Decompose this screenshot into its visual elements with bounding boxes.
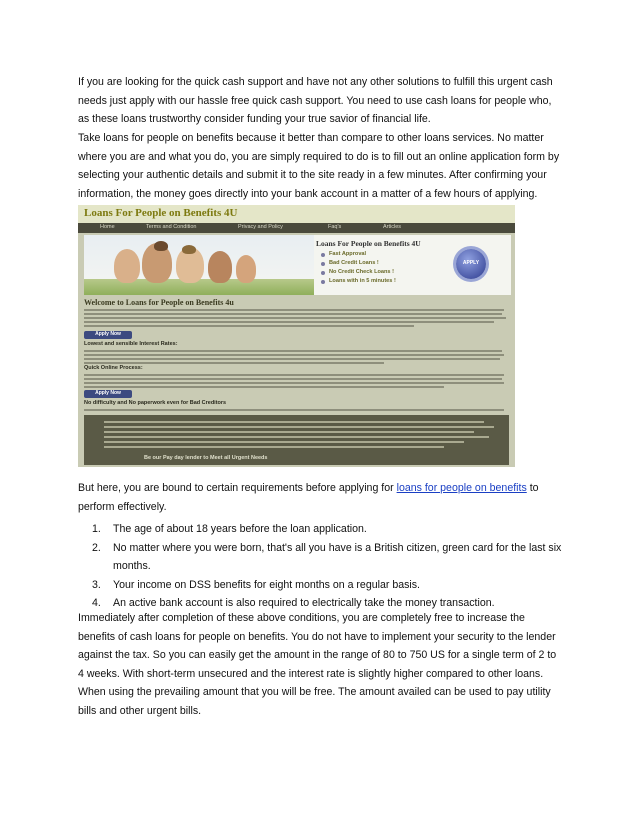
site-title: Loans For People on Benefits 4U: [84, 207, 238, 219]
list-item: 3. Your income on DSS benefits for eight months on a regular basis.: [92, 578, 421, 591]
site-nav: [78, 223, 515, 233]
site-footer-tagline: Be our Pay day lender to Meet all Urgent Needs: [144, 455, 268, 461]
hero-bullet-4: Loans with in 5 minutes !: [329, 278, 396, 284]
site-apply-button-2: Apply Now: [84, 390, 132, 398]
site-apply-button-1: Apply Now: [84, 331, 132, 339]
hero-box-title: Loans For People on Benefits 4U: [316, 239, 421, 248]
site-nav-home: Home: [100, 224, 115, 230]
paragraph-conclusion: Immediately after completion of these above conditions, you are completely free to increase the benefits of cash loans for people on benefits. You do not have to implement your security to the lender against the tax. So you can easily get the amount in the range of 80 to 750 US for a single term of 2 to 4 weeks. With short-term unsecured and the interest rate is slightly higher compared to other loans. When using the prevailing amount that you will be free. The amount availed can be used to pay utility bills and other urgent bills.: [78, 612, 557, 717]
list-item: 1. The age of about 18 years before the loan application.: [92, 523, 367, 535]
hero-bullet-2: Bad Credit Loans !: [329, 260, 379, 266]
paragraph-requirements-intro: But here, you are bound to certain requirements before applying for loans for people on benefits to perform effectively.: [78, 482, 539, 513]
loans-for-people-on-benefits-link[interactable]: loans for people on benefits: [396, 482, 527, 494]
site-subhead-rates: Lowest and sensible Interest Rates:: [84, 341, 178, 347]
paragraph-intro: If you are looking for the quick cash support and have not any other solutions to fulfill this urgent cash needs just apply with our hassle free quick cash support. You need to use cash loans for people who, as these loans trustworthy consider funding your true savior of financial life.: [78, 76, 553, 126]
paragraph-benefits: Take loans for people on benefits because it better than compare to other loans services. No matter where you are and what you do, you are simply required to do is to fill out an online application form by selecting your authentic details and submit it to the site ready in a few minutes. After confirming your information, the money goes directly into your bank account in a matter of a few hours of applying.: [78, 132, 560, 200]
list-item: 2. No matter where you were born, that's all you have is a British citizen, green card for the last six months.: [92, 541, 562, 573]
list-item: 4. An active bank account is also required to electrically take the money transaction.: [92, 597, 495, 610]
site-nav-privacy: Privacy and Policy: [238, 224, 283, 230]
site-subhead-process: Quick Online Process:: [84, 365, 143, 371]
site-header: [78, 205, 515, 223]
requirements-list: [78, 520, 564, 613]
site-hero-banner: [84, 235, 511, 295]
hero-apply-circle: APPLY: [456, 249, 486, 279]
site-subhead-nopaperwork: No difficulty and No paperwork even for Bad Creditors: [84, 400, 227, 406]
site-welcome-heading: Welcome to Loans for People on Benefits 4u: [84, 298, 234, 307]
family-photo: [114, 249, 140, 283]
website-screenshot-image: [78, 205, 515, 467]
site-nav-articles: Articles: [383, 224, 402, 230]
site-nav-faq: Faq's: [328, 224, 342, 230]
site-footer: [84, 415, 509, 465]
hero-bullet-1: Fast Approval: [329, 251, 367, 257]
site-nav-terms: Terms and Condition: [146, 224, 197, 230]
hero-bullet-3: No Credit Check Loans !: [329, 269, 394, 275]
